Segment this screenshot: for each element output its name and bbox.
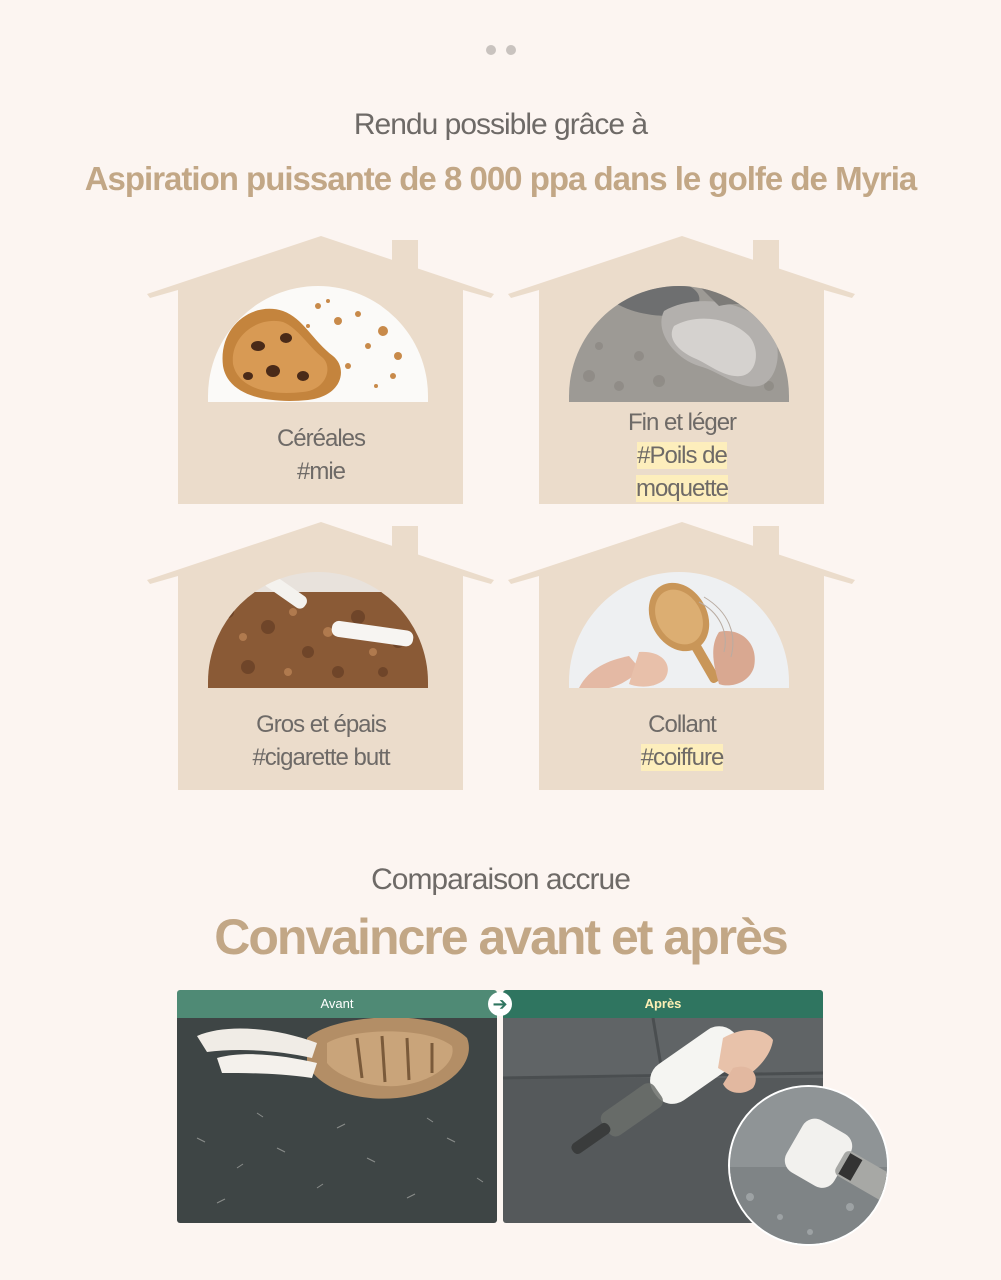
card-caption-tag: #mie — [296, 458, 346, 485]
card-caption-tag: #coiffure — [640, 744, 724, 771]
card-caption-line1: Collant — [648, 711, 716, 738]
section-subtitle: Rendu possible grâce à — [353, 108, 648, 141]
house-card-gros-et-epais — [146, 522, 496, 797]
card-caption — [176, 422, 466, 488]
zoom-detail-image — [728, 1085, 889, 1246]
after-label: Après — [503, 990, 823, 1018]
card-caption-tag-cont: moquette — [635, 475, 729, 502]
section-headline: Convaincre avant et après — [214, 909, 787, 965]
card-caption-line1: Gros et épais — [256, 711, 386, 738]
card-caption-tag: #Poils de — [637, 442, 727, 469]
arrow-right-icon: ➔ — [488, 992, 512, 1016]
section-headline: Aspiration puissante de 8 000 ppa dans le golfe de Myria — [84, 160, 917, 197]
house-card-cereales — [146, 236, 496, 511]
carousel-dot[interactable] — [506, 45, 516, 55]
card-caption — [176, 708, 466, 774]
before-panel — [177, 990, 497, 1223]
house-card-fin-et-leger — [507, 236, 857, 511]
carousel-dots — [0, 45, 1001, 55]
before-label: Avant — [177, 990, 497, 1018]
card-caption — [537, 708, 827, 774]
card-caption-line1: Céréales — [276, 425, 366, 452]
section-subtitle: Comparaison accrue — [371, 863, 630, 896]
house-card-collant — [507, 522, 857, 797]
card-caption-tag: #cigarette butt — [252, 744, 390, 771]
cat-on-sofa-before-image — [177, 1018, 497, 1223]
card-caption — [537, 406, 827, 505]
carousel-dot[interactable] — [486, 45, 496, 55]
card-caption-line1: Fin et léger — [627, 409, 737, 436]
